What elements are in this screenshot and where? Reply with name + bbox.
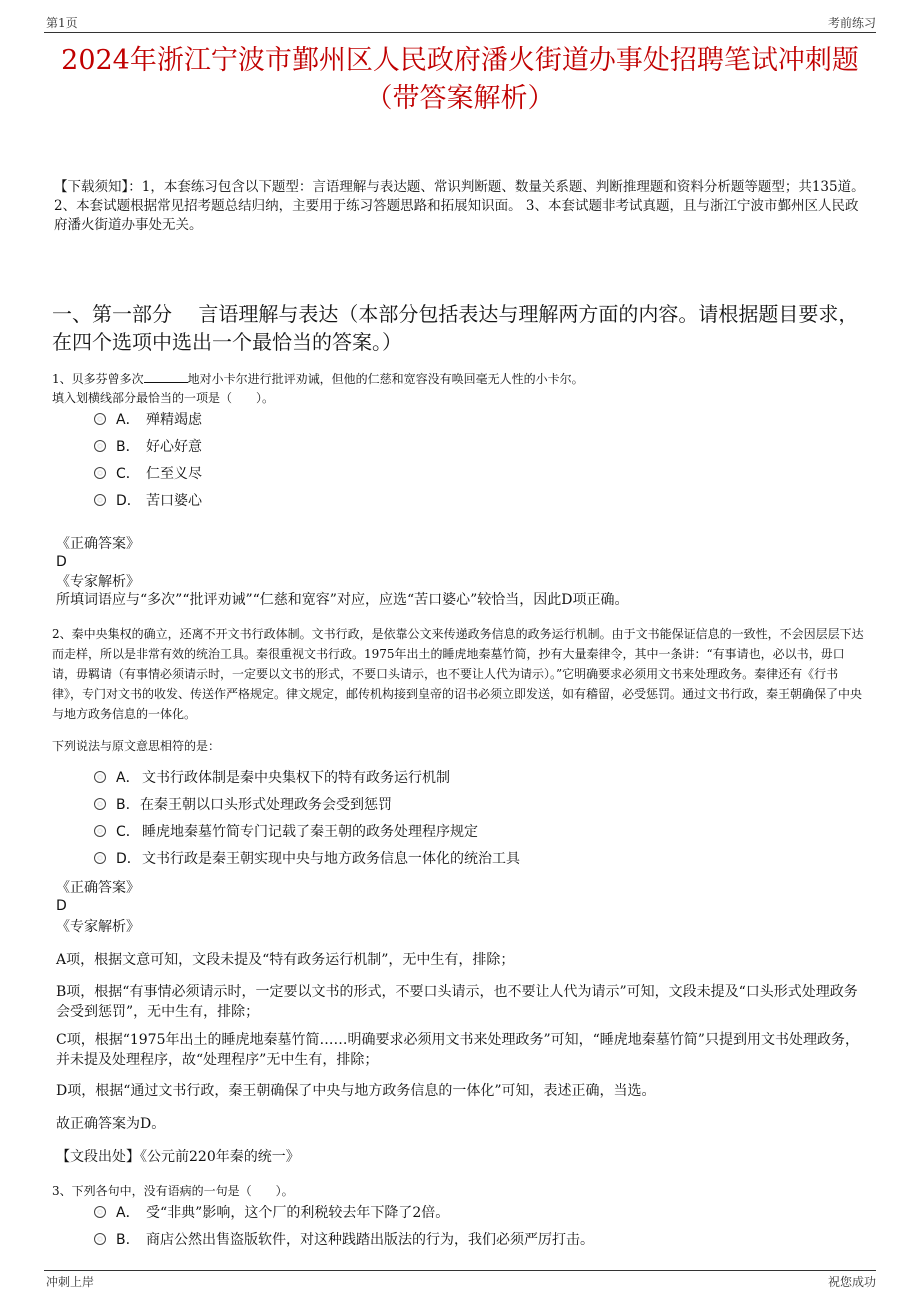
option-3a[interactable]: A． 受“非典”影响，这个厂的利税较去年下降了2倍。	[94, 1203, 449, 1223]
question-2-instruction: 下列说法与原文意思相符的是：	[52, 739, 221, 753]
option-3b[interactable]: B. 商店公然出售盗版软件，对这种践踏出版法的行为，我们必须严厉打击。	[94, 1230, 594, 1250]
option-text: 在秦王朝以口头形式处理政务会受到惩罚	[140, 797, 392, 813]
option-text: 殚精竭虑	[146, 412, 202, 428]
answer-label-2: 《正确答案》	[56, 880, 140, 896]
question-1-stem	[52, 370, 868, 389]
footer-right: 祝您成功	[827, 1275, 876, 1289]
radio-button[interactable]	[94, 825, 106, 837]
footer-divider	[44, 1270, 876, 1271]
fill-blank	[144, 382, 188, 383]
analysis-2-b: B项，根据“有事情必须请示时，一定要以文书的形式，不要口头请示，也不要让人代为请示”可知，文段未提及“口头形式处理政务会受到惩罚”，无中生有，排除；	[56, 984, 858, 1020]
question-1-stem-part-a: 1、贝多芬曾多次	[52, 372, 144, 386]
analysis-2-d: D项，根据“通过文书行政，秦王朝确保了中央与地方政务信息的一体化”可知，表述正确，当选。	[56, 1083, 656, 1099]
option-text: 苦口婆心	[146, 493, 202, 509]
answer-label-1: 《正确答案》	[56, 536, 140, 552]
option-text: 好心好意	[146, 439, 202, 455]
radio-button[interactable]	[94, 771, 106, 783]
analysis-label-1: 《专家解析》	[56, 574, 140, 590]
radio-button[interactable]	[94, 852, 106, 864]
radio-button[interactable]	[94, 1233, 106, 1245]
question-1-instruction: 填入划横线部分最恰当的一项是（ ）。	[52, 391, 275, 405]
option-text: 仁至义尽	[146, 466, 202, 482]
radio-button[interactable]	[94, 494, 106, 506]
radio-button[interactable]	[94, 440, 106, 452]
option-1b[interactable]: B． 好心好意	[94, 437, 202, 457]
analysis-label-2: 《专家解析》	[56, 919, 140, 935]
option-2c[interactable]: C． 睡虎地秦墓竹简专门记载了秦王朝的政务处理程序规定	[94, 822, 478, 842]
header-label: 考前练习	[827, 16, 876, 30]
radio-button[interactable]	[94, 1206, 106, 1218]
option-2b[interactable]: B. 在秦王朝以口头形式处理政务会受到惩罚	[94, 795, 392, 815]
document-title: 2024年浙江宁波市鄞州区人民政府潘火街道办事处招聘笔试冲刺题（带答案解析）	[61, 45, 859, 114]
option-1c[interactable]: C． 仁至义尽	[94, 464, 202, 484]
footer-left: 冲刺上岸	[46, 1275, 95, 1289]
analysis-2-c: C项，根据“1975年出土的睡虎地秦墓竹简……明确要求必须用文书来处理政务”可知，“睡虎地秦墓竹简”只提到用文书处理政务，并未提及处理程序，故“处理程序”无中生有，排除；	[56, 1032, 859, 1068]
radio-button[interactable]	[94, 798, 106, 810]
text-source: 【文段出处】《公元前220年秦的统一》	[56, 1149, 300, 1165]
analysis-1: 所填词语应与“多次”“批评劝诫”“仁慈和宽容”对应，应选“苦口婆心”较恰当，因此D项正确。	[56, 592, 629, 608]
answer-1: D	[56, 554, 67, 570]
analysis-2-a: A项，根据文意可知，文段未提及“特有政务运行机制”，无中生有，排除；	[56, 952, 515, 968]
option-text: 文书行政体制是秦中央集权下的特有政务运行机制	[142, 770, 450, 786]
option-1a[interactable]: A． 殚精竭虑	[94, 410, 202, 430]
option-text: 商店公然出售盗版软件，对这种践踏出版法的行为，我们必须严厉打击。	[146, 1232, 594, 1248]
section-heading: 一、第一部分 言语理解与表达（本部分包括表达与理解两方面的内容。请根据题目要求，在四个选项中选出一个最恰当的答案。）	[52, 302, 859, 354]
page-number: 第1页	[46, 16, 78, 30]
option-text: 睡虎地秦墓竹简专门记载了秦王朝的政务处理程序规定	[142, 824, 478, 840]
option-1d[interactable]: D． 苦口婆心	[94, 491, 202, 511]
radio-button[interactable]	[94, 467, 106, 479]
option-2a[interactable]: A． 文书行政体制是秦中央集权下的特有政务运行机制	[94, 768, 450, 788]
header-divider	[44, 32, 876, 33]
answer-2: D	[56, 898, 67, 914]
analysis-2-conclusion: 故正确答案为D。	[56, 1116, 166, 1132]
option-text: 文书行政是秦王朝实现中央与地方政务信息一体化的统治工具	[142, 851, 520, 867]
question-3-stem: 3、下列各句中，没有语病的一句是（ ）。	[52, 1184, 294, 1198]
radio-button[interactable]	[94, 413, 106, 425]
download-notice: 【下载须知】：1，本套练习包含以下题型：言语理解与表达题、常识判断题、数量关系题、判断推理题和资料分析题等题型；共135道。 2、本套试题根据常见招考题总结归纳，主要用于练习答题思路和拓展知识面。 3、本套试题非考试真题，且与浙江宁波市鄞州区人民政府潘火街道办事处无关。	[54, 179, 865, 233]
option-2d[interactable]: D．文书行政是秦王朝实现中央与地方政务信息一体化的统治工具	[94, 849, 520, 869]
question-1-stem-part-b: 地对小卡尔进行批评劝诫，但他的仁慈和宽容没有唤回毫无人性的小卡尔。	[187, 372, 584, 386]
option-text: 受“非典”影响，这个厂的利税较去年下降了2倍。	[146, 1205, 450, 1221]
question-2-passage: 2、秦中央集权的确立，还离不开文书行政体制。文书行政，是依靠公文来传递政务信息的政务运行机制。由于文书能保证信息的一致性，不会因层层下达而走样，所以是非常有效的统治工具。秦很重视文书行政。1975年出土的睡虎地秦墓竹简，抄有大量秦律令，其中一条讲：“有事请也，必以书，毋口请，毋羁请（有事情必须请示时，一定要以文书的形式，不要口头请示，也不要让人代为请示）。”它明确要求必须用文书来处理政务。秦律还有《行书律》，专门对文书的收发、传送作严格规定。律文规定，邮传机构接到皇帝的诏书必须立即发送，如有稽留，必受惩罚。通过文书行政，秦王朝确保了中央与地方政务信息的一体化。	[52, 627, 864, 721]
